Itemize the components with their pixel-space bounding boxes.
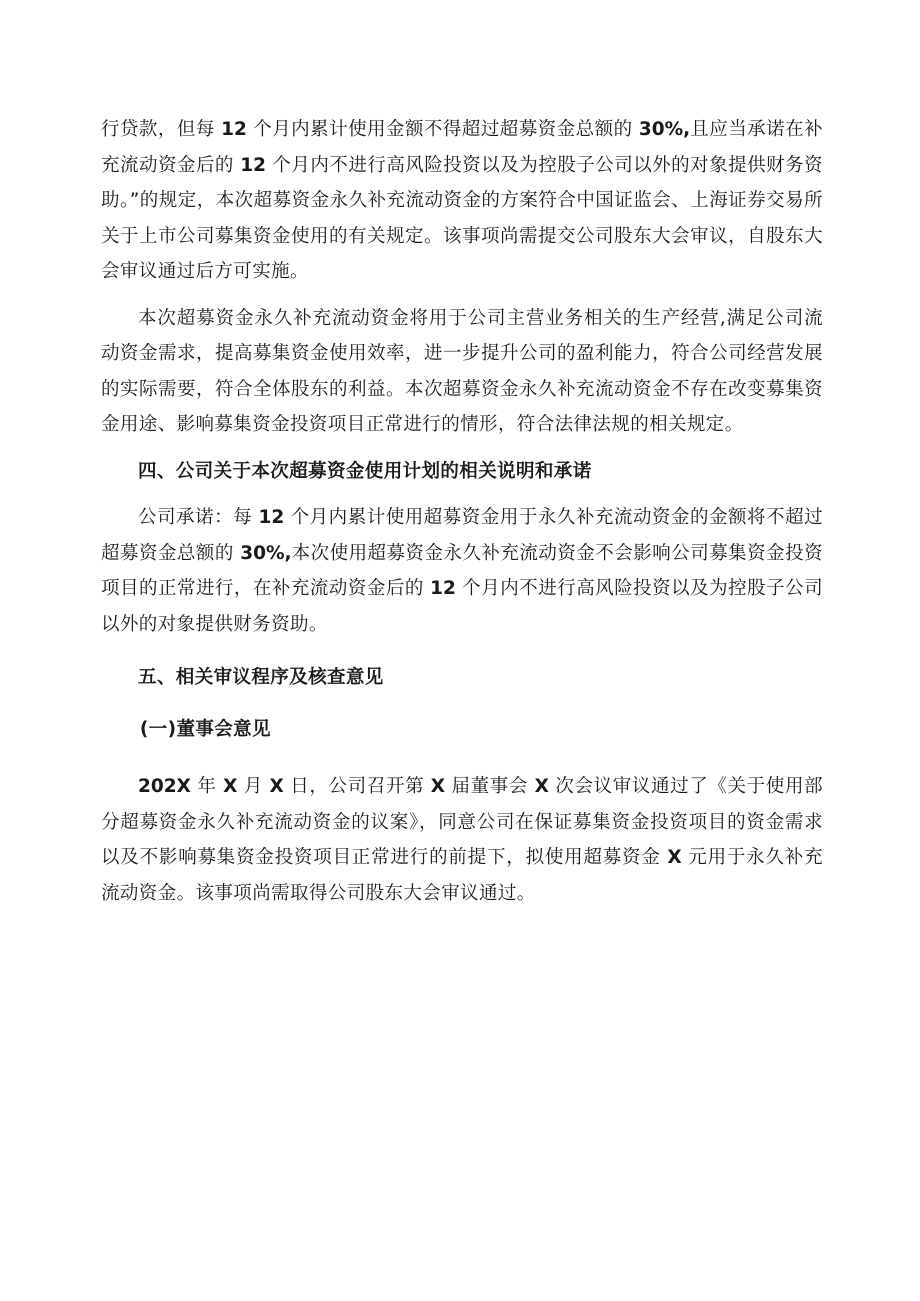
document-body bbox=[101, 112, 823, 911]
text-run: 本次使用超募资金永久补充流动资金不会影响公司募集资金投资项目的正常进行，在补充流动资金后的 bbox=[101, 542, 823, 599]
number-run: 12 bbox=[240, 154, 267, 176]
paragraph-usage-purpose: 本次超募资金永久补充流动资金将用于公司主营业务相关的生产经营,满足公司流动资金需求，提高募集资金使用效率，进一步提升公司的盈利能力，符合公司经营发展的实际需要，符合全体股东的利益。本次超募资金永久补充流动资金不存在改变募集资金用途、影响募集资金投资项目正常进行的情形，符合法律法规的相关规定。 bbox=[101, 307, 823, 435]
paragraph-company-commitment bbox=[101, 500, 823, 642]
number-run: 12 bbox=[221, 119, 247, 140]
text-run: 日，公司召开第 bbox=[283, 776, 431, 797]
board-opinion-subheading: (一)董事会意见 bbox=[139, 718, 271, 740]
text-run: 次会议审议通过了《关于使用部分超募资金永久补充流动资金的议案》，同意公司在保证募集资金投资项目的资金需求以及不影响募集资金投资项目正常进行的前提下，拟使用超募资金 bbox=[101, 776, 823, 868]
paragraph-regulation-continuation bbox=[101, 112, 823, 290]
number-run: X bbox=[667, 847, 682, 868]
number-run: X bbox=[223, 776, 238, 797]
text-run: 个月内不进行高风险投资以及为控股子公司以外的对象提供财务资助。 bbox=[101, 578, 823, 635]
section-5-heading: 五、相关审议程序及核查意见 bbox=[138, 667, 384, 688]
number-run: 202X bbox=[138, 776, 191, 797]
number-run: X bbox=[430, 776, 445, 797]
text-run: 届董事会 bbox=[445, 776, 535, 797]
section-4-heading: 四、公司关于本次超募资金使用计划的相关说明和承诺 bbox=[138, 460, 592, 482]
number-run: X bbox=[269, 776, 284, 797]
number-run: 12 bbox=[258, 507, 285, 528]
text-run: 公司承诺：每 bbox=[138, 507, 259, 528]
text-run: 个月内累计使用金额不得超过超募资金总额的 bbox=[246, 119, 639, 140]
text-run: 月 bbox=[237, 776, 270, 797]
paragraph-board-opinion bbox=[101, 769, 823, 911]
text-run: 行贷款，但每 bbox=[101, 119, 222, 140]
number-run: 12 bbox=[430, 578, 456, 599]
text-run: 年 bbox=[190, 776, 224, 797]
number-run: 30%, bbox=[638, 119, 691, 140]
number-run: X bbox=[534, 776, 549, 797]
text-run: 个月内不进行高风险投资以及为控股子公司以外的对象提供财务资助。”的规定，本次超募资金永久补充流动资金的方案符合中国证监会、上海证券交易所关于上市公司募集资金使用的有关规定。该事项尚需提交公司股东大会审议，自股东大会审议通过后方可实施。 bbox=[101, 154, 823, 282]
number-run: 30%, bbox=[240, 542, 292, 564]
text-run: 个月内累计使用超募资金用于永久补充流动资金的金额将不超过超募资金总额的 bbox=[101, 507, 823, 564]
text-run: 且应当承诺在补充流动资金后的 bbox=[101, 119, 823, 176]
text-run: 元用于永久补充流动资金。该事项尚需取得公司股东大会审议通过。 bbox=[101, 847, 823, 904]
